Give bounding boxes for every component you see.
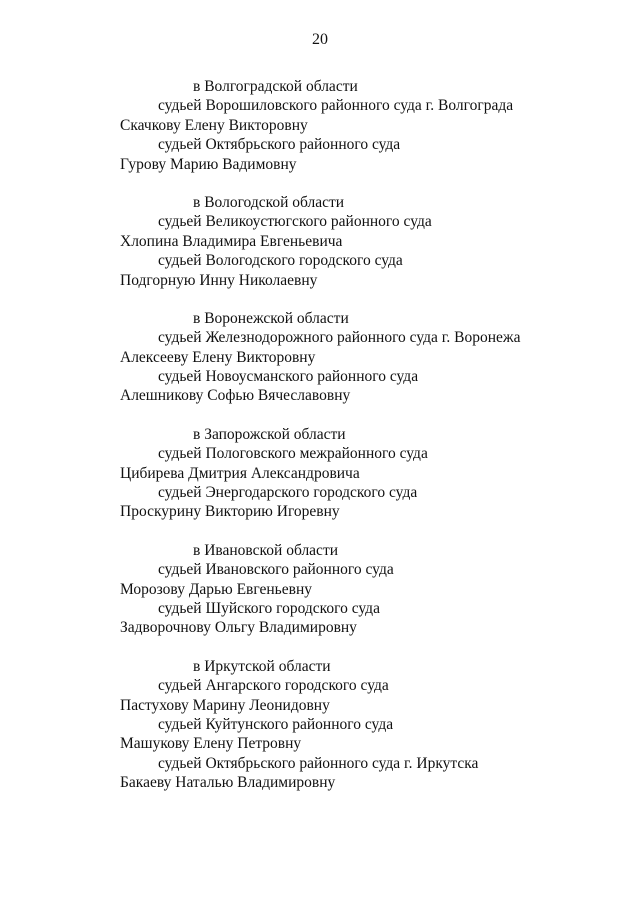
court-line: судьей Новоусманского районного суда: [158, 368, 419, 386]
region-title: в Иркутской области: [193, 657, 331, 675]
region-title: в Ивановской области: [193, 541, 339, 559]
region-title: в Волгоградской области: [193, 78, 358, 95]
region-section: [0, 77, 640, 174]
region-title: в Воронежской области: [193, 309, 349, 327]
region-section: [0, 657, 640, 793]
judge-name: Задворочнову Ольгу Владимировну: [120, 619, 357, 637]
region-title: в Запорожской области: [193, 425, 346, 443]
region-section: [0, 193, 640, 290]
court-line: судьей Энергодарского городского суда: [158, 484, 418, 502]
court-line: судьей Ангарского городского суда: [158, 677, 389, 695]
judge-name: Цибирева Дмитрия Александровича: [120, 464, 360, 482]
judge-name: Пастухову Марину Леонидовну: [120, 696, 330, 714]
judge-name: Подгорную Инну Николаевну: [120, 271, 318, 289]
page-number: 20: [312, 31, 328, 48]
court-line: судьей Пологовского межрайонного суда: [158, 445, 428, 463]
court-line: судьей Ивановского районного суда: [158, 561, 394, 579]
court-line: судьей Куйтунского районного суда: [158, 715, 394, 733]
judge-name: Бакаеву Наталью Владимировну: [120, 774, 336, 792]
judge-name: Алексееву Елену Викторовну: [120, 348, 316, 366]
region-section: [0, 541, 640, 638]
judge-name: Морозову Дарью Евгеньевну: [120, 580, 312, 598]
court-line: судьей Вологодского городского суда: [158, 252, 403, 270]
judge-name: Хлопина Владимира Евгеньевича: [120, 232, 343, 250]
court-line: судьей Железнодорожного районного суда г. Воронежа: [158, 329, 521, 347]
document-body: [0, 77, 640, 812]
court-line: судьей Великоустюгского районного суда: [158, 213, 432, 231]
judge-name: Машукову Елену Петровну: [120, 735, 302, 753]
judge-name: Проскурину Викторию Игоревну: [120, 503, 340, 521]
judge-name: Скачкову Елену Викторовну: [120, 116, 308, 134]
region-title: в Вологодской области: [193, 193, 345, 211]
court-line: судьей Октябрьского районного суда г. Иркутска: [158, 754, 479, 772]
court-line: судьей Шуйского городского суда: [158, 599, 380, 617]
judge-name: Гурову Марию Вадимовну: [120, 155, 297, 173]
region-section: [0, 309, 640, 406]
court-line: судьей Ворошиловского районного суда г. Волгограда: [158, 97, 514, 115]
region-section: [0, 425, 640, 522]
judge-name: Алешникову Софью Вячеславовну: [120, 387, 351, 405]
court-line: судьей Октябрьского районного суда: [158, 136, 401, 154]
